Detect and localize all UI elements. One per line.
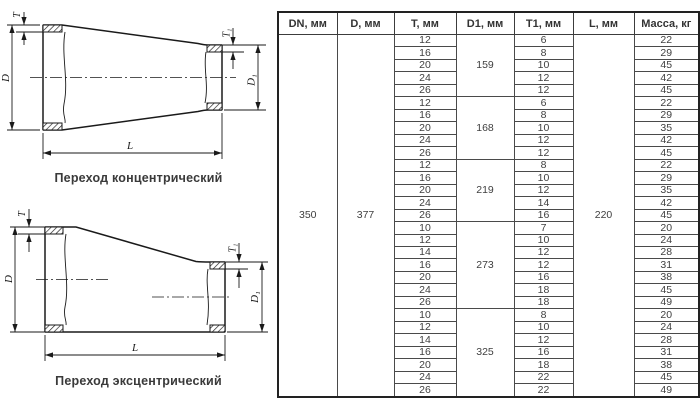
column-header: D, мм	[337, 12, 394, 35]
mass-value: 28	[634, 334, 699, 346]
t1-value: 6	[514, 35, 573, 47]
t1-value: 12	[514, 134, 573, 146]
t-value: 20	[394, 271, 456, 283]
label-T1: T₁	[221, 28, 233, 38]
t-value: 20	[394, 122, 456, 134]
mass-value: 45	[634, 371, 699, 383]
mass-value: 22	[634, 35, 699, 47]
t-value: 26	[394, 147, 456, 159]
label-D: D	[0, 74, 12, 82]
t-value: 12	[394, 321, 456, 333]
label-D1: D₁	[245, 74, 258, 86]
t-value: 20	[394, 59, 456, 71]
label-D1: D₁	[249, 291, 261, 303]
dn-value: 350	[278, 35, 337, 398]
header-row	[278, 12, 699, 35]
t1-value: 16	[514, 346, 573, 358]
t-value: 16	[394, 109, 456, 121]
mass-value: 22	[634, 159, 699, 171]
t1-value: 12	[514, 147, 573, 159]
eccentric-reducer-drawing	[0, 193, 277, 371]
column-header: D1, мм	[456, 12, 514, 35]
t-value: 16	[394, 259, 456, 271]
t1-value: 10	[514, 234, 573, 246]
t1-value: 12	[514, 246, 573, 258]
mass-value: 42	[634, 134, 699, 146]
t1-value: 10	[514, 59, 573, 71]
mass-value: 35	[634, 184, 699, 196]
table-row	[278, 35, 699, 47]
mass-value: 29	[634, 172, 699, 184]
t-value: 26	[394, 84, 456, 96]
spec-table	[277, 11, 700, 398]
t-value: 14	[394, 246, 456, 258]
mass-value: 45	[634, 147, 699, 159]
mass-value: 49	[634, 384, 699, 397]
mass-value: 31	[634, 259, 699, 271]
t-value: 12	[394, 234, 456, 246]
t1-value: 18	[514, 359, 573, 371]
t1-value: 18	[514, 296, 573, 308]
concentric-reducer-drawing	[0, 0, 277, 170]
mass-value: 45	[634, 84, 699, 96]
t1-value: 7	[514, 222, 573, 234]
t-value: 16	[394, 47, 456, 59]
mass-value: 38	[634, 271, 699, 283]
label-D: D	[3, 275, 15, 283]
t1-value: 12	[514, 72, 573, 84]
concentric-reducer-figure	[0, 0, 277, 170]
t1-value: 22	[514, 384, 573, 397]
t1-value: 10	[514, 172, 573, 184]
mass-value: 49	[634, 296, 699, 308]
t1-value: 14	[514, 197, 573, 209]
t1-value: 8	[514, 159, 573, 171]
column-header: L, мм	[573, 12, 634, 35]
eccentric-caption: Переход эксцентрический	[55, 374, 222, 388]
mass-value: 42	[634, 72, 699, 84]
mass-value: 45	[634, 209, 699, 221]
column-header: T, мм	[394, 12, 456, 35]
t-value: 12	[394, 159, 456, 171]
mass-value: 42	[634, 197, 699, 209]
mass-value: 29	[634, 109, 699, 121]
label-T: T	[12, 12, 23, 18]
mass-value: 20	[634, 222, 699, 234]
mass-value: 38	[634, 359, 699, 371]
t1-value: 10	[514, 122, 573, 134]
d-value: 377	[337, 35, 394, 398]
t1-value: 6	[514, 97, 573, 109]
t1-value: 10	[514, 321, 573, 333]
t1-value: 12	[514, 259, 573, 271]
t-value: 20	[394, 184, 456, 196]
mass-value: 31	[634, 346, 699, 358]
t-value: 10	[394, 309, 456, 321]
t-value: 10	[394, 222, 456, 234]
t-value: 12	[394, 35, 456, 47]
t-value: 14	[394, 334, 456, 346]
t1-value: 12	[514, 334, 573, 346]
eccentric-reducer-figure	[0, 193, 277, 371]
t1-value: 8	[514, 47, 573, 59]
t-value: 24	[394, 284, 456, 296]
t-value: 12	[394, 97, 456, 109]
mass-value: 35	[634, 122, 699, 134]
t1-value: 12	[514, 184, 573, 196]
t1-value: 16	[514, 271, 573, 283]
column-header: Масса, кг	[634, 12, 699, 35]
spec-table-container	[277, 11, 700, 398]
label-T: T	[17, 211, 28, 217]
column-header: T1, мм	[514, 12, 573, 35]
dimension-D1	[227, 262, 268, 332]
t-value: 24	[394, 197, 456, 209]
t-value: 20	[394, 359, 456, 371]
t-value: 24	[394, 134, 456, 146]
spec-table-body	[278, 35, 699, 398]
mass-value: 45	[634, 59, 699, 71]
mass-value: 29	[634, 47, 699, 59]
mass-value: 22	[634, 97, 699, 109]
t1-value: 16	[514, 209, 573, 221]
t-value: 24	[394, 72, 456, 84]
t1-value: 22	[514, 371, 573, 383]
label-T1: T₁	[227, 243, 239, 253]
d1-value: 273	[456, 222, 514, 309]
d1-value: 325	[456, 309, 514, 397]
t1-value: 8	[514, 309, 573, 321]
l-value: 220	[573, 35, 634, 398]
centerlines	[36, 280, 232, 298]
d1-value: 168	[456, 97, 514, 159]
t1-value: 18	[514, 284, 573, 296]
mass-value: 45	[634, 284, 699, 296]
t-value: 26	[394, 209, 456, 221]
column-header: DN, мм	[278, 12, 337, 35]
mass-value: 24	[634, 321, 699, 333]
mass-value: 20	[634, 309, 699, 321]
label-L: L	[131, 342, 139, 354]
t-value: 24	[394, 371, 456, 383]
mass-value: 24	[634, 234, 699, 246]
d1-value: 219	[456, 159, 514, 221]
t1-value: 8	[514, 109, 573, 121]
d1-value: 159	[456, 35, 514, 97]
t1-value: 12	[514, 84, 573, 96]
t-value: 16	[394, 172, 456, 184]
t-value: 16	[394, 346, 456, 358]
spec-table-head	[278, 12, 699, 35]
t-value: 26	[394, 384, 456, 397]
concentric-caption: Переход концентрический	[54, 171, 223, 185]
mass-value: 28	[634, 246, 699, 258]
label-L: L	[126, 140, 134, 152]
t-value: 26	[394, 296, 456, 308]
